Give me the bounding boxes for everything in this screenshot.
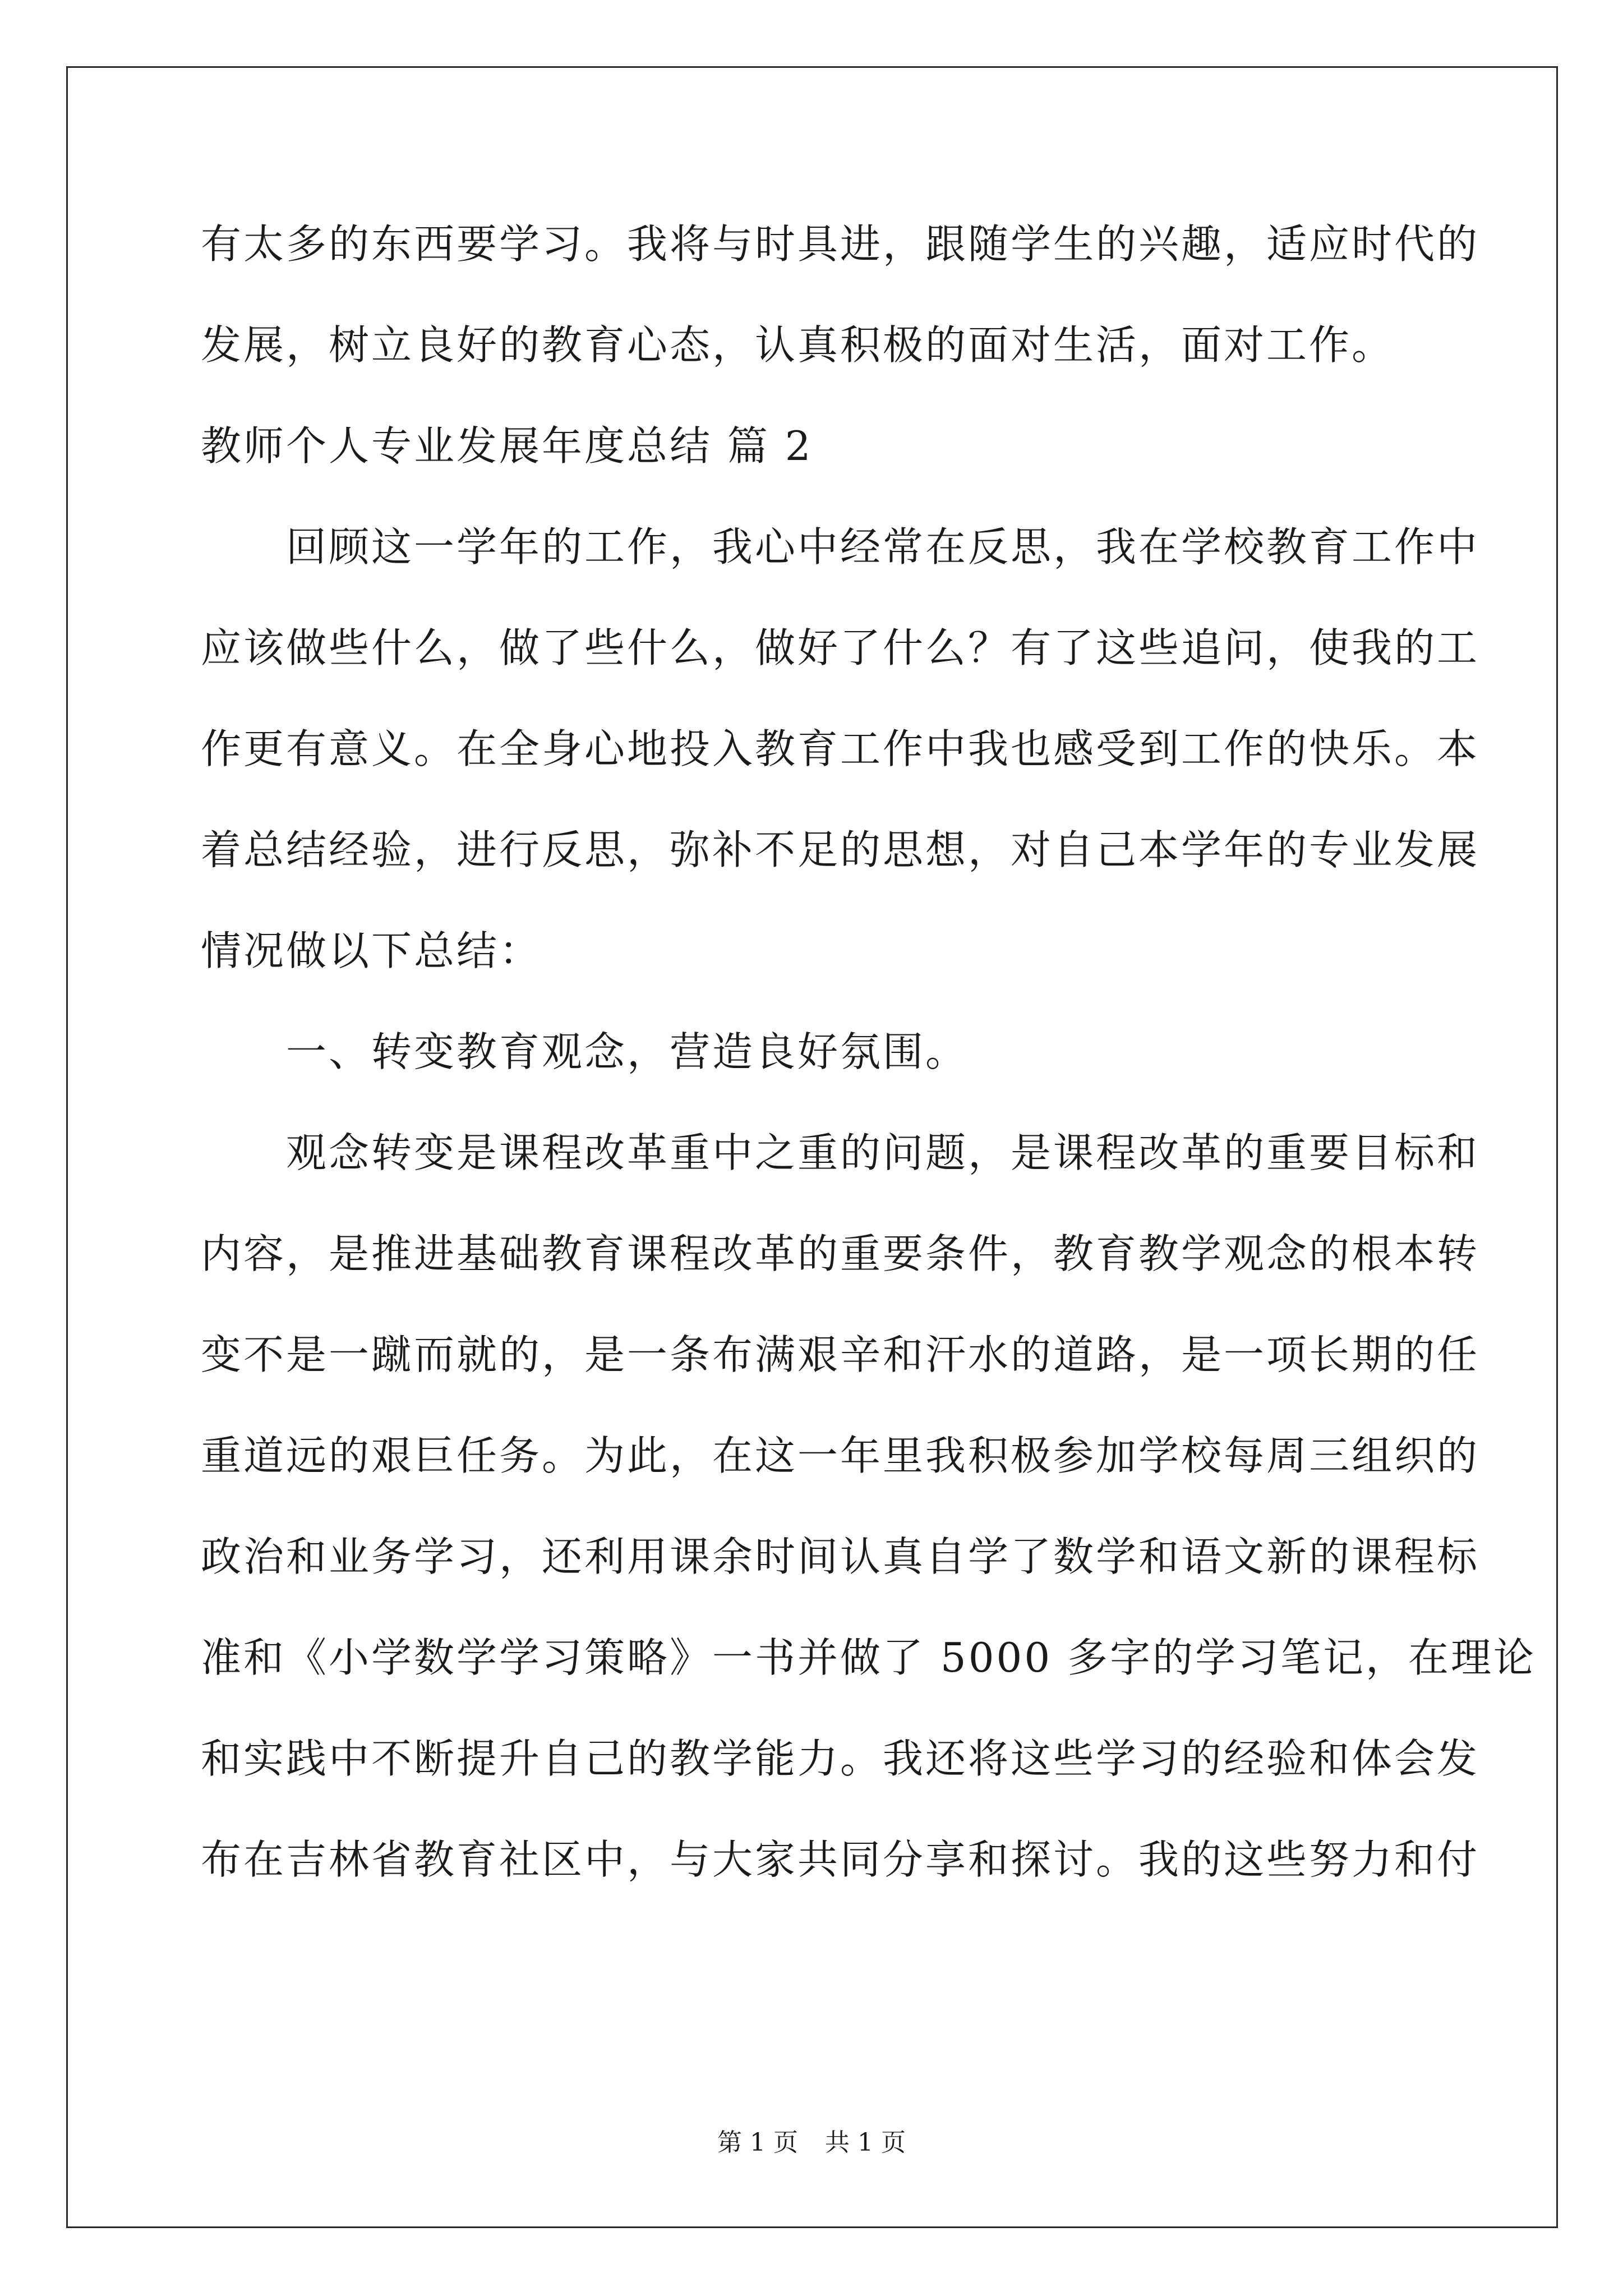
paragraph-line: 变不是一蹴而就的，是一条布满艰辛和汗水的道路，是一项长期的任: [201, 1331, 1480, 1378]
paragraph-line: 观念转变是课程改革重中之重的问题，是课程改革的重要目标和: [286, 1129, 1480, 1176]
paragraph-line: 准和《小学数学学习策略》一书并做了 5000 多字的学习笔记，在理论: [201, 1634, 1537, 1681]
paragraph-line: 情况做以下总结：: [201, 927, 542, 974]
paragraph-line: 重道远的艰巨任务。为此，在这一年里我积极参加学校每周三组织的: [201, 1432, 1480, 1479]
subsection-heading: 一、转变教育观念，营造良好氛围。: [286, 1028, 969, 1075]
paragraph-line: 内容，是推进基础教育课程改革的重要条件，教育教学观念的根本转: [201, 1230, 1480, 1277]
paragraph-line: 应该做些什么，做了些什么，做好了什么？有了这些追问，使我的工: [201, 624, 1480, 671]
paragraph-line: 和实践中不断提升自己的教学能力。我还将这些学习的经验和体会发: [201, 1735, 1480, 1782]
page-total: 共 1 页: [825, 2128, 906, 2157]
paragraph-line: 有太多的东西要学习。我将与时具进，跟随学生的兴趣，适应时代的: [201, 220, 1480, 268]
page-number: 第 1 页: [717, 2128, 798, 2157]
page-footer: [0, 2126, 1623, 2160]
paragraph-line: 政治和业务学习，还利用课余时间认真自学了数学和语文新的课程标: [201, 1533, 1480, 1580]
paragraph-line: 回顾这一学年的工作，我心中经常在反思，我在学校教育工作中: [286, 523, 1480, 570]
paragraph-line: 着总结经验，进行反思，弥补不足的思想，对自己本学年的专业发展: [201, 826, 1480, 873]
paragraph-line: 布在吉林省教育社区中，与大家共同分享和探讨。我的这些努力和付: [201, 1836, 1480, 1883]
paragraph-line: 作更有意义。在全身心地投入教育工作中我也感受到工作的快乐。本: [201, 725, 1480, 772]
paragraph-line: 发展，树立良好的教育心态，认真积极的面对生活，面对工作。: [201, 321, 1395, 369]
section-heading: 教师个人专业发展年度总结 篇 2: [201, 422, 813, 470]
